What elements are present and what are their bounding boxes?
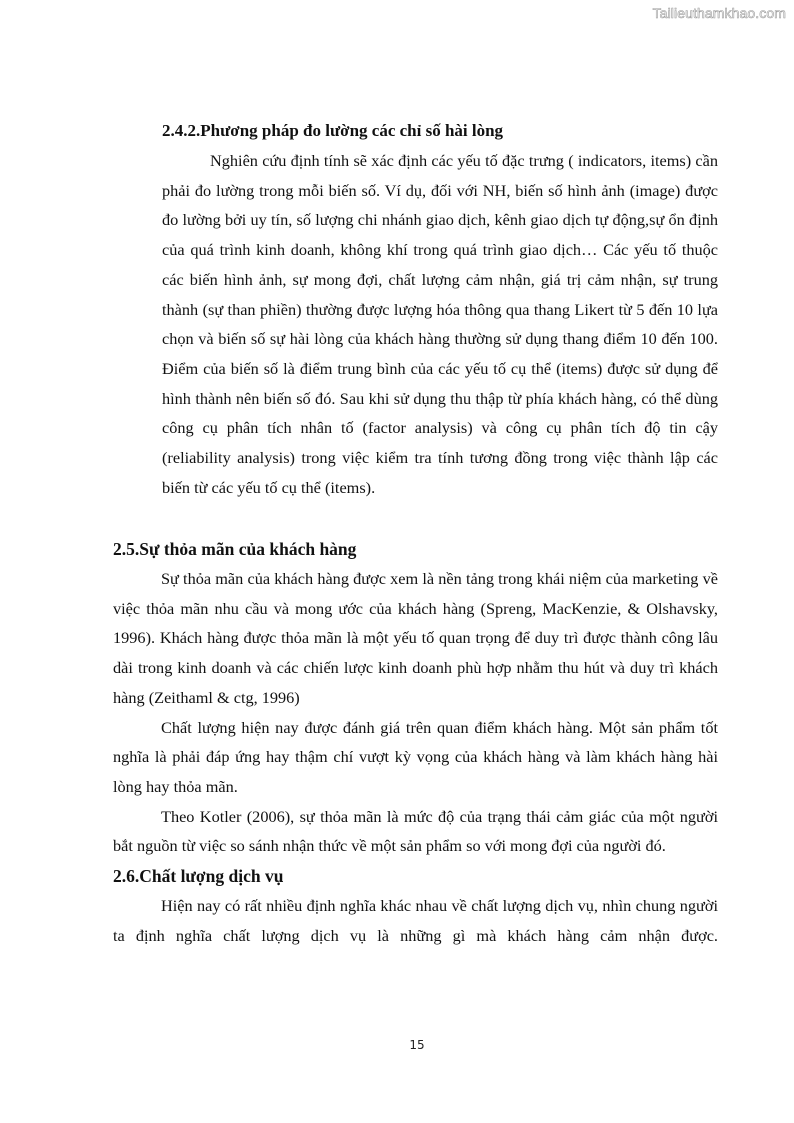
paragraph: Nghiên cứu định tính sẽ xác định các yếu tố đặc trưng ( indicators, items) cần phải đo lường trong mỗi biến số. Ví dụ, đối với NH, biến số hình ảnh (image) được đo lường bởi uy tín, số lượng chi nhánh giao dịch, kênh giao dịch tự động,sự ổn định của quá trình kinh doanh, không khí trong quá trình giao dịch… Các yếu tố thuộc các biến hình ảnh, sự mong đợi, chất lượng cảm nhận, giá trị cảm nhận, sự trung thành (sự than phiền) thường được lượng hóa thông qua thang Likert từ 5 đến 10 lựa chọn và biến số sự hài lòng của khách hàng thường sử dụng thang điểm 10 đến 100. Điểm của biến số là điểm trung bình của các yếu tố cụ thể (items) được sử dụng để hình thành nên biến số đó. Sau khi sử dụng thu thập từ phía khách hàng, có thể dùng công cụ phân tích nhân tố (factor analysis) và công cụ phân tích độ tin cậy (reliability analysis) trong việc kiểm tra tính tương đồng trong việc thành lập các biến từ các yếu tố cụ thể (items). — [162, 151, 718, 497]
watermark: Tailieuthamkhao.com — [652, 5, 786, 21]
section-heading-2-6: 2.6.Chất lượng dịch vụ — [113, 866, 284, 887]
paragraph: Theo Kotler (2006), sự thỏa mãn là mức độ của trạng thái cảm giác của một người bắt nguồn từ việc so sánh nhận thức về một sản phẩm so với mong đợi của người đó. — [113, 806, 718, 856]
section-heading-2-4-2: 2.4.2.Phương pháp đo lường các chỉ số hài lòng — [162, 121, 504, 140]
paragraph: Hiện nay có rất nhiều định nghĩa khác nhau về chất lượng dịch vụ, nhìn chung người ta định nghĩa chất lượng dịch vụ là những gì mà khách hàng cảm nhận được. — [113, 896, 718, 945]
page-number: 15 — [409, 1038, 425, 1052]
section-heading-2-5: 2.5.Sự thỏa mãn của khách hàng — [113, 539, 357, 559]
section-2-5-and-2-6 — [113, 534, 718, 950]
paragraph: Sự thỏa mãn của khách hàng được xem là nền tảng trong khái niệm của marketing về việc thỏa mãn nhu cầu và mong ước của khách hàng (Spreng, MacKenzie, & Olshavsky, 1996). Khách hàng được thỏa mãn là một yếu tố quan trọng để duy trì được thành công lâu dài trong kinh doanh và các chiến lược kinh doanh phù hợp nhằm thu hút và duy trì khách hàng (Zeithaml & ctg, 1996) — [113, 569, 718, 707]
paragraph: Chất lượng hiện nay được đánh giá trên quan điểm khách hàng. Một sản phẩm tốt nghĩa là phải đáp ứng hay thậm chí vượt kỳ vọng của khách hàng và làm khách hàng hài lòng hay thỏa mãn. — [113, 717, 718, 796]
section-2-4-2 — [162, 116, 718, 502]
